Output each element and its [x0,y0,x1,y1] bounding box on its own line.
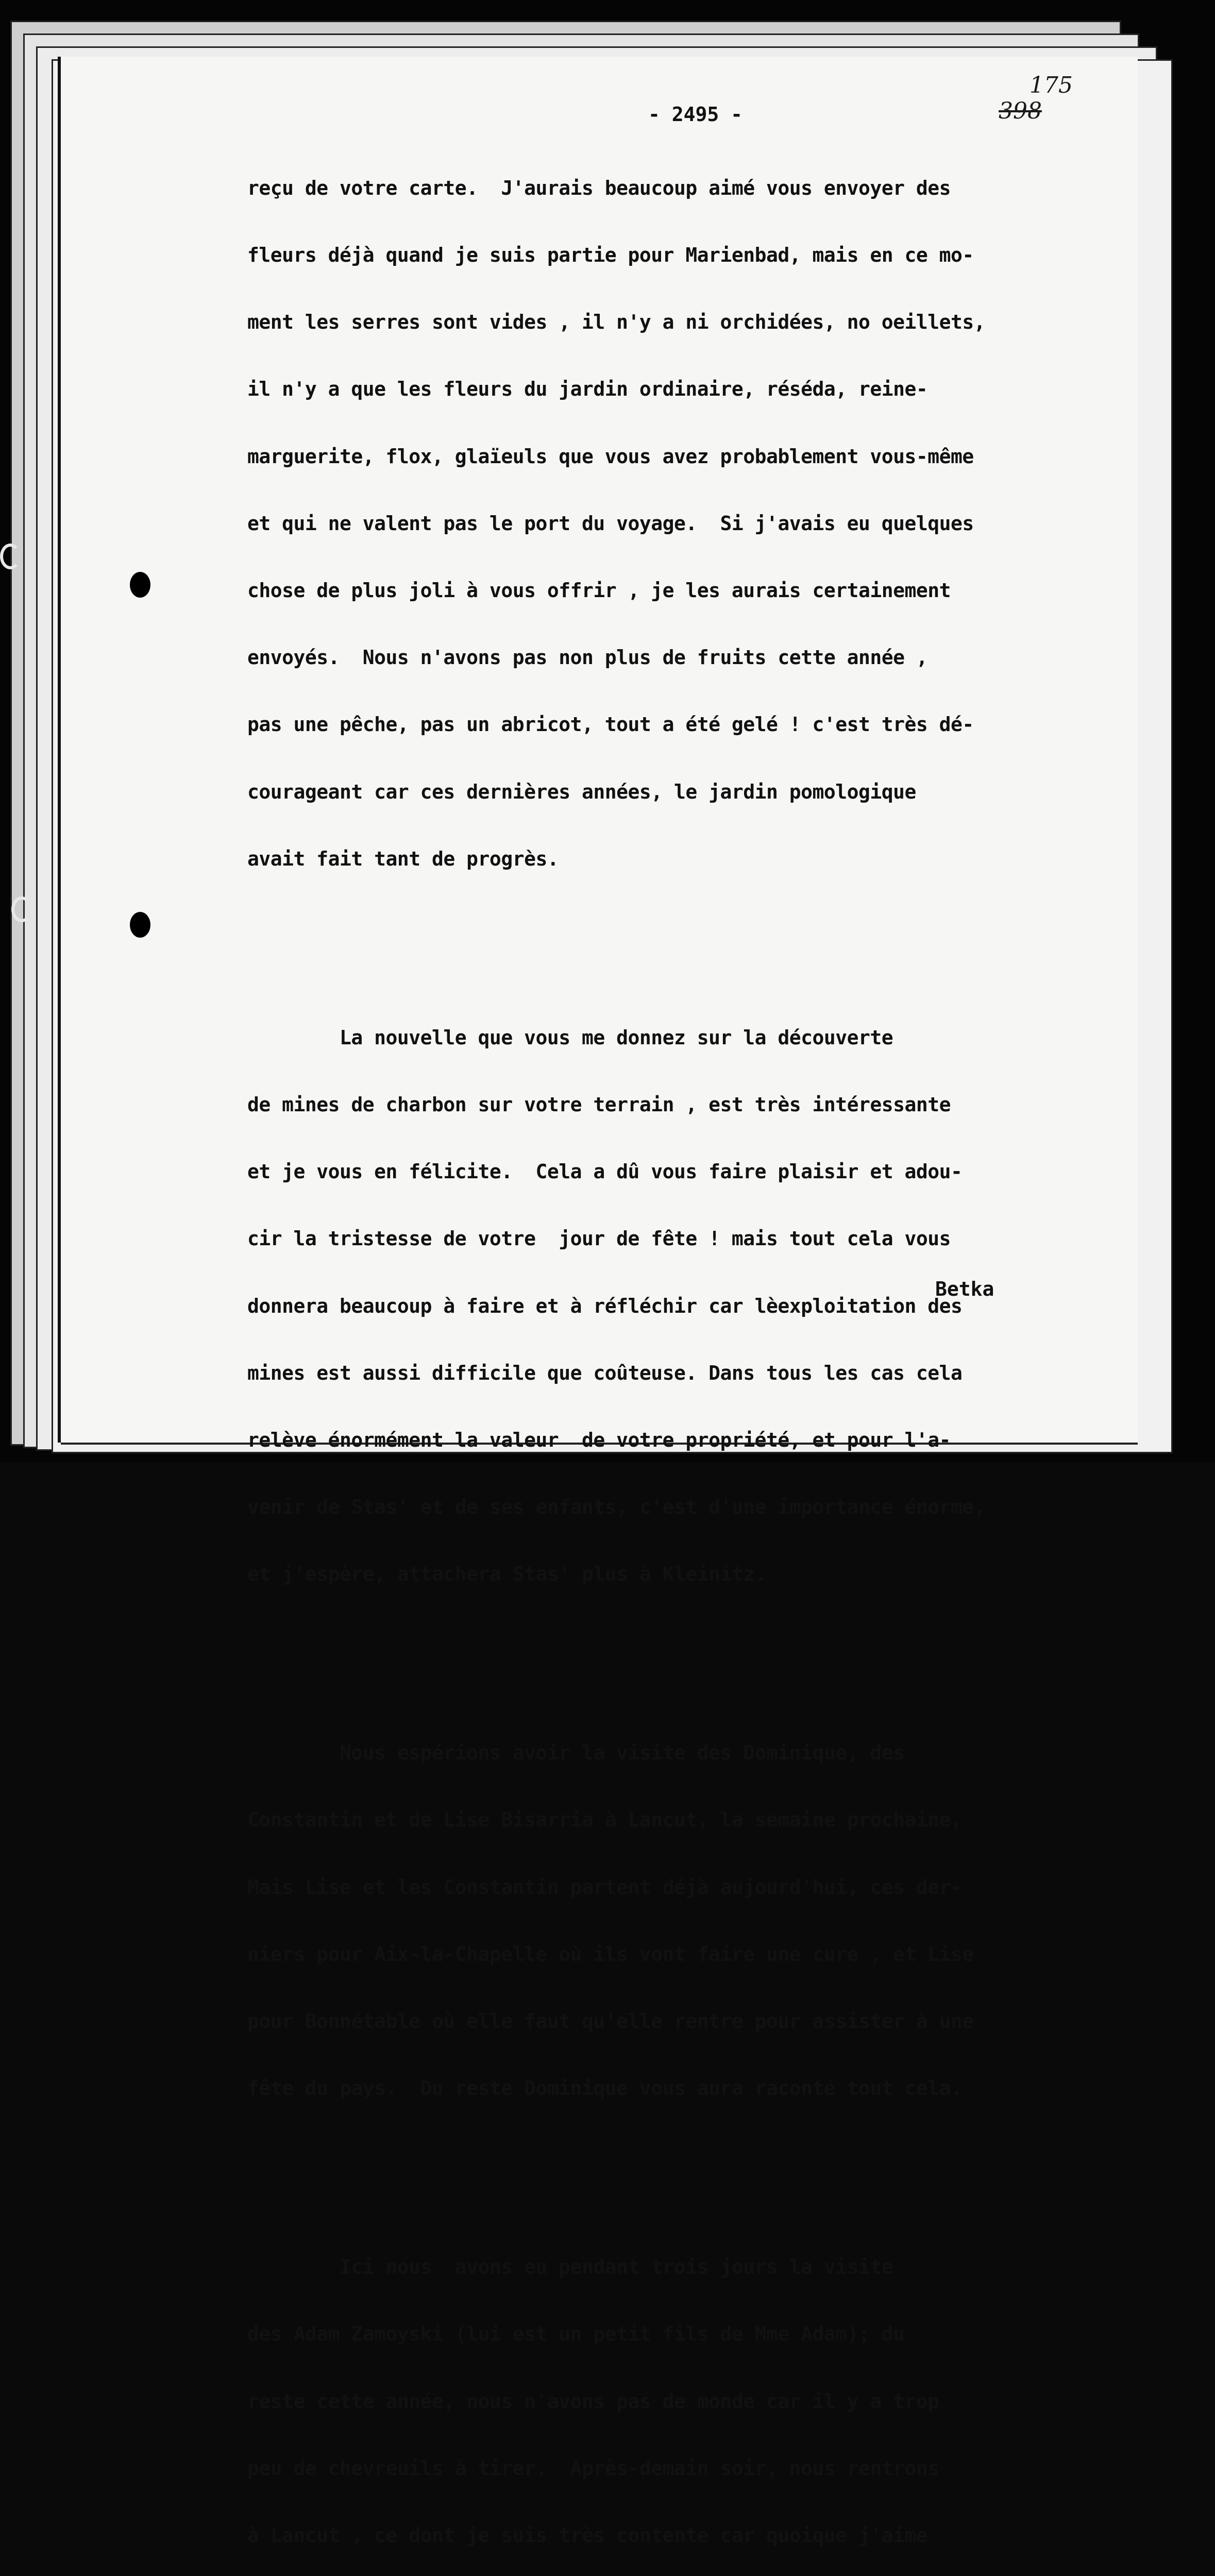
text-line: pour Bonnétable où elle faut qu'elle rentre pour assister à une [247,2010,974,2033]
punch-hole [130,912,150,938]
text-line: Ici nous avons eu pendant trois jours la visite [247,2256,893,2279]
text-line: Nous espérions avoir la visite des Dominique, des [247,1741,905,1765]
text-line: relève énormément la valeur de votre propriété, et pour l'a- [247,1428,951,1451]
binder-ring-mark [0,544,21,569]
text-line: des Adam Zamoyski (lui est un petit fils de Mme Adam); du [247,2323,905,2346]
text-line: et je vous en félicite. Cela a dû vous faire plaisir et adou- [247,1160,963,1183]
text-line: Constantin et de Lise Bisarria à Lancut, la semaine prochaine, [247,1808,963,1832]
text-line: ment les serres sont vides , il n'y a ni orchidées, no oeillets, [247,311,986,334]
text-line: et j'espère, attachera Stas' plus à Kleinitz. [247,1563,767,1586]
text-line: envoyés. Nous n'avons pas non plus de fruits cette année , [247,646,928,669]
text-line: courageant car ces dernières années, le jardin pomologique [247,780,916,803]
text-line: donnera beaucoup à faire et à réfléchir car lèexploitation des [247,1294,963,1317]
text-line: de mines de charbon sur votre terrain , est très intéressante [247,1093,951,1116]
text-line: venir de Stas' et de ses enfants, c'est d'une importance énorme, [247,1496,986,1519]
archive-number-struck: 398 [999,98,1042,124]
text-line: niers pour Aix-la-Chapelle où ils vont faire une cure , et Lise [247,1942,974,1965]
text-line: reçu de votre carte. J'aurais beaucoup aimé vous envoyer des [247,176,951,199]
page-number: - 2495 - [648,103,743,126]
text-line: La nouvelle que vous me donnez sur la découverte [247,1026,893,1049]
text-line: il n'y a que les fleurs du jardin ordinaire, réséda, reine- [247,378,928,401]
text-line: chose de plus joli à vous offrir , je les aurais certainement [247,579,951,602]
punch-hole [130,572,150,598]
text-line: Mais Lise et les Constantin partent déjà aujourd'hui, ces der- [247,1875,963,1899]
text-line: à Lancut , ce dont je suis très contente car quoique j'aime [247,2524,928,2547]
text-line: pas une pêche, pas un abricot, tout a été gelé ! c'est très dé- [247,713,974,736]
signature: Betka [935,1278,994,1300]
archive-number: 175 [1030,72,1073,98]
text-line: marguerite, flox, glaïeuls que vous avez probablement vous-même [247,445,974,468]
text-line: mines est aussi difficile que coûteuse. Dans tous les cas cela [247,1361,963,1384]
letter-body [247,88,1082,2576]
paragraph [247,132,1082,915]
text-line: et qui ne valent pas le port du voyage. Si j'avais eu quelques [247,512,974,535]
text-line: reste cette année, nous n'avons pas de monde car il y a trop [247,2389,939,2413]
text-line: fleurs déjà quand je suis partie pour Marienbad, mais en ce mo- [247,243,974,266]
text-line: peu de chevreuils à tirer. Après-demain soir, nous rentrons [247,2456,939,2480]
text-line: cir la tristesse de votre jour de fête ! mais tout cela vous [247,1227,951,1250]
text-line: avait fait tant de progrès. [247,847,559,870]
text-line: fête du pays. Du reste Dominique vous aura raconté tout cela. [247,2077,963,2100]
paragraph [247,982,1082,1631]
binder-ring-mark [11,896,32,922]
paragraph [247,2211,1082,2576]
paragraph [247,1697,1082,2144]
